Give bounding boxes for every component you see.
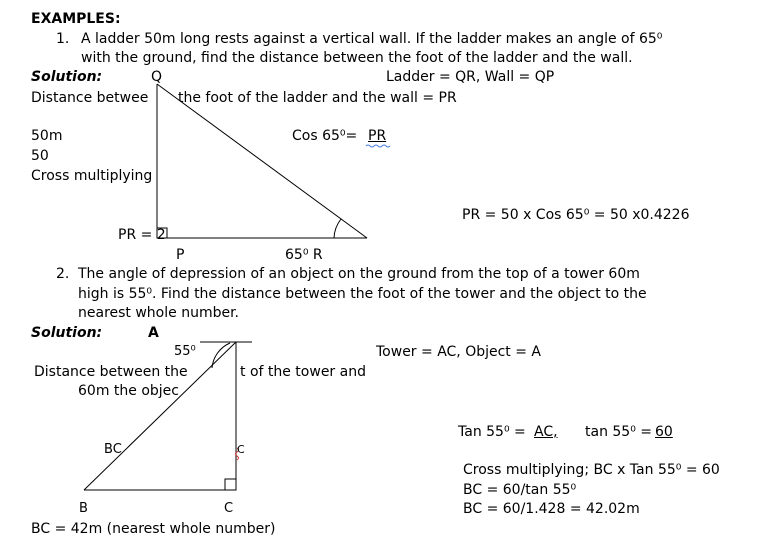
bc-step2: BC = 60/1.428 = 42.02m — [463, 501, 640, 517]
pr-label: PR = 2 — [118, 227, 166, 243]
vertex-a: A — [148, 325, 159, 341]
q1-distance-line: Distance betwee — [31, 90, 149, 106]
angle-arc-r — [334, 219, 341, 238]
side-50m: 50m — [31, 128, 63, 144]
q2-distance-line: Distance between the — [34, 364, 188, 380]
angle-55: 55⁰ — [174, 344, 196, 359]
q2-distance-line-rest: t of the tower and — [240, 364, 366, 380]
tan-second-prefix: tan 55⁰ = — [585, 424, 652, 440]
q2-line3: nearest whole number. — [78, 305, 240, 321]
spell-squiggle — [366, 145, 390, 147]
q2-line2: high is 55⁰. Find the distance between the foot of the tower and the object to the — [78, 286, 647, 302]
q2-number: 2. — [56, 266, 70, 282]
bc-step1: BC = 60/tan 55⁰ — [463, 482, 577, 498]
q1-solution-label: Solution: — [31, 69, 103, 85]
triangle-ladder — [157, 84, 367, 238]
vertex-b: B — [79, 501, 88, 516]
q1-number: 1. — [56, 31, 70, 47]
cos-prefix: Cos 65⁰= — [292, 128, 358, 144]
q1-distance-line-rest: the foot of the ladder and the wall = PR — [178, 90, 457, 106]
angle-arc-a — [212, 343, 230, 368]
vertex-c: C — [224, 501, 234, 516]
ladder-line — [157, 84, 367, 238]
q1-line2: with the ground, find the distance between the foot of the ladder and the wall. — [81, 50, 633, 66]
num-50: 50 — [31, 148, 49, 164]
q2-given: Tower = AC, Object = A — [376, 344, 541, 360]
c-side-label: C — [237, 443, 245, 456]
tan-prefix: Tan 55⁰ = — [458, 424, 526, 440]
q2-solution-label: Solution: — [31, 325, 103, 341]
heading: EXAMPLES: — [31, 11, 121, 27]
angle-r: 65⁰ R — [285, 247, 323, 263]
cos-fraction: PR — [368, 128, 387, 144]
cross-multiplying: Cross multiplying — [31, 168, 153, 184]
q2-object-line: 60m the objec — [78, 383, 179, 399]
tan-second-value: 60 — [655, 424, 673, 440]
q2-final: BC = 42m (nearest whole number) — [31, 521, 276, 537]
bc-label: BC — [104, 442, 122, 457]
q1-result: PR = 50 x Cos 65⁰ = 50 x0.4226 — [462, 207, 690, 223]
right-angle-box-c — [225, 479, 236, 490]
q2-cross-line: Cross multiplying; BC x Tan 55⁰ = 60 — [463, 462, 720, 478]
tan-fraction: AC, — [534, 424, 558, 440]
q1-given: Ladder = QR, Wall = QP — [386, 69, 555, 85]
q2-line1: The angle of depression of an object on the ground from the top of a tower 60m — [78, 266, 640, 282]
vertex-q: Q — [151, 69, 163, 85]
q1-line1: A ladder 50m long rests against a vertical wall. If the ladder makes an angle of 65⁰ — [81, 31, 663, 47]
vertex-p: P — [176, 247, 185, 263]
